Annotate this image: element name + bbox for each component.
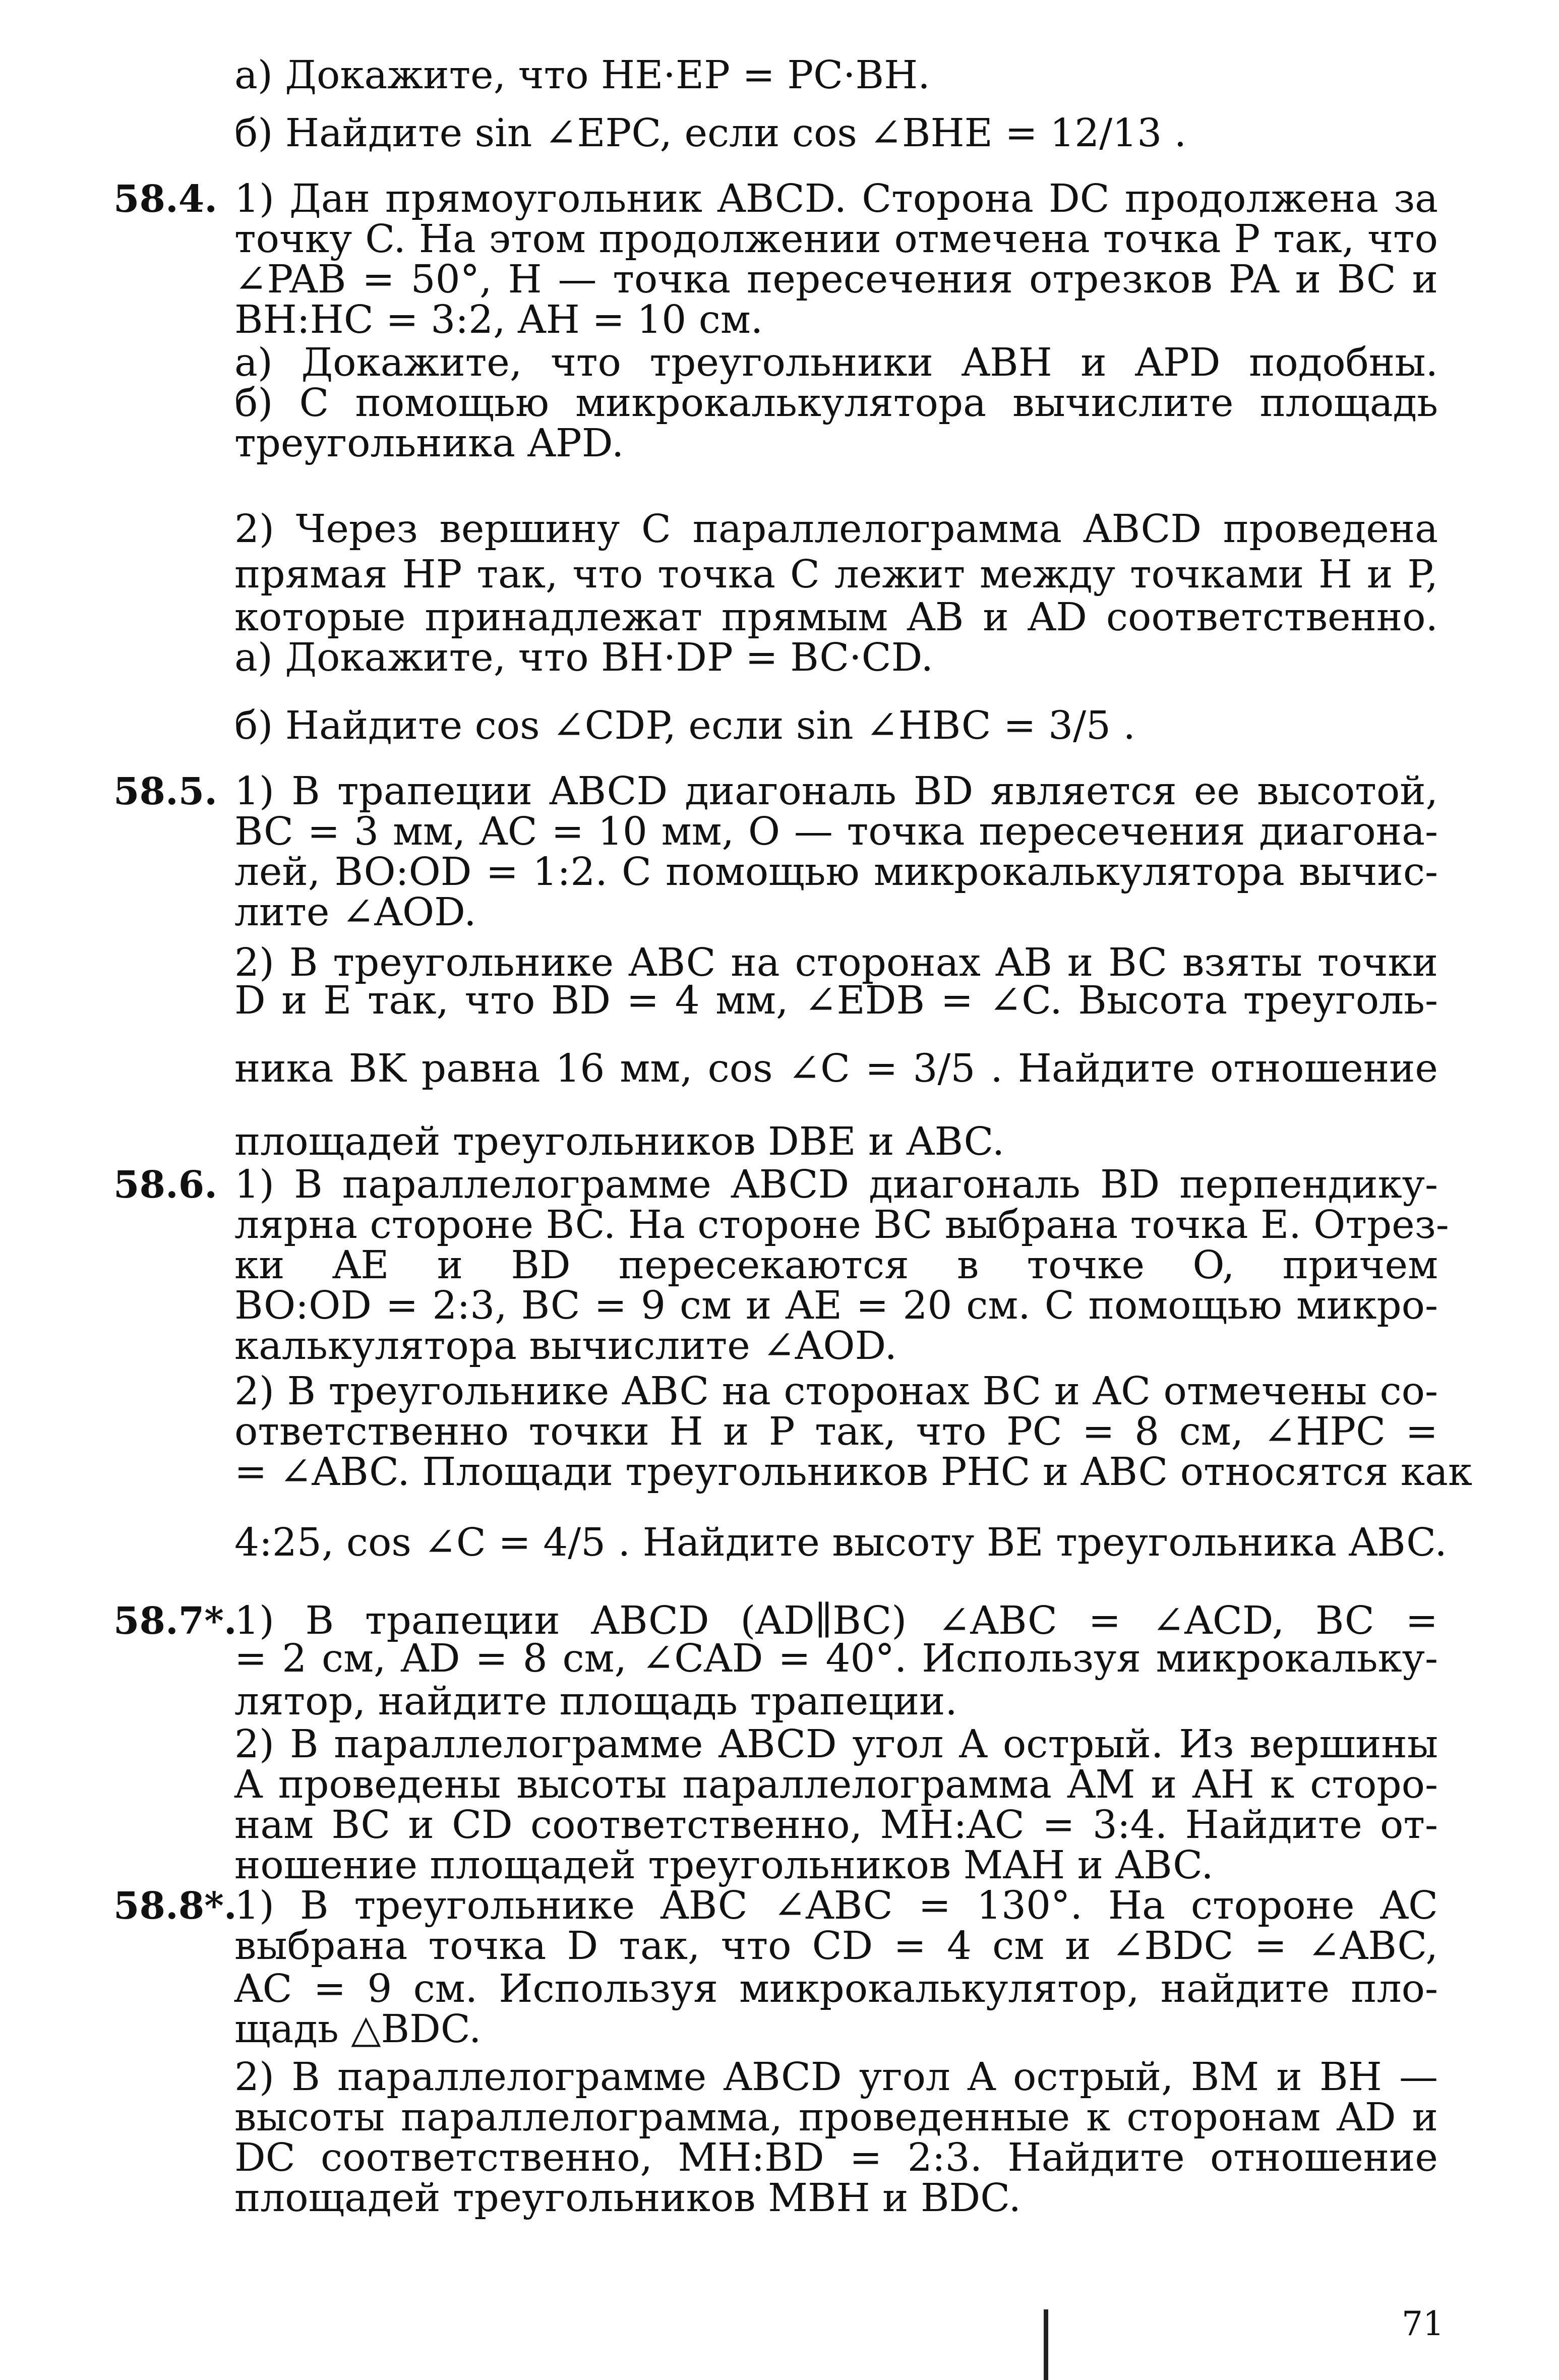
line-text: а) Докажите, что HE·EP = PC·BH.: [234, 53, 930, 98]
line-text: калькулятора вычислите ∠AOD.: [234, 1324, 897, 1368]
text-line: [0, 108, 1559, 159]
line-text: ника BK равна 16 мм, cos ∠C = 3/5 . Найдите отношение: [234, 1046, 1438, 1091]
line-text: б) Найдите cos ∠CDP, если sin ∠HBC = 3/5 .: [234, 703, 1135, 748]
line-text: 2) В параллелограмме ABCD угол A острый. Из вершины: [234, 1722, 1438, 1767]
text-line: [0, 419, 1559, 469]
line-text: площадей треугольников DBE и ABC.: [234, 1119, 1005, 1164]
scan-artifact: [1044, 2309, 1048, 2380]
line-text: щадь △BDC.: [234, 2007, 482, 2052]
line-text: D и E так, что BD = 4 мм, ∠EDB = ∠C. Высота треуголь-: [234, 978, 1438, 1023]
line-text: 4:25, cos ∠C = 4/5 . Найдите высоту BE треугольника ABC.: [234, 1520, 1447, 1565]
text-line: [0, 887, 1559, 938]
line-text: высоты параллелограмма, проведенные к сторонам AD и: [234, 2095, 1438, 2140]
line-text: выбрана точка D так, что CD = 4 см и ∠BDC = ∠ABC,: [234, 1924, 1438, 1969]
line-text: 2) В треугольнике ABC на сторонах AB и BC взяты точки: [234, 940, 1438, 985]
line-text: 1) В треугольнике ABC ∠ABC = 130°. На стороне AC: [234, 1883, 1438, 1928]
problem-number: 58.7*.: [113, 1599, 237, 1643]
line-text: 2) Через вершину C параллелограмма ABCD проведена: [234, 507, 1438, 552]
line-text: которые принадлежат прямым AB и AD соответственно.: [234, 595, 1438, 640]
line-text: лите ∠AOD.: [234, 890, 476, 935]
problem-number: 58.5.: [113, 770, 217, 813]
line-text: = 2 см, AD = 8 см, ∠CAD = 40°. Используя микрокальку-: [234, 1636, 1438, 1681]
line-text: 1) В трапеции ABCD (AD∥BC) ∠ABC = ∠ACD, BC =: [234, 1598, 1438, 1643]
line-text: = ∠ABC. Площади треугольников PHC и ABC относятся как: [234, 1450, 1473, 1495]
text-line: [0, 1518, 1559, 1568]
text-line: [0, 2004, 1559, 2055]
line-text: б) С помощью микрокалькулятора вычислите площадь: [234, 381, 1438, 426]
line-text: б) Найдите sin ∠EPC, если cos ∠BHE = 12/13 .: [234, 111, 1187, 156]
text-line: [0, 1044, 1559, 1094]
text-line: [0, 1447, 1559, 1498]
line-text: лей, BO:OD = 1:2. С помощью микрокалькулятора вычис-: [234, 850, 1438, 895]
problem-number: 58.8*.: [113, 1884, 237, 1928]
line-text: BO:OD = 2:3, BC = 9 см и AE = 20 см. С помощью микро-: [234, 1283, 1438, 1328]
line-text: треугольника APD.: [234, 421, 624, 466]
text-line: [0, 50, 1559, 101]
line-text: площадей треугольников MBH и BDC.: [234, 2176, 1021, 2221]
line-text: DC соответственно, MH:BD = 2:3. Найдите отношение: [234, 2135, 1438, 2180]
line-text: 1) В параллелограмме ABCD диагональ BD перпендику-: [234, 1162, 1438, 1207]
text-line: [0, 701, 1559, 751]
text-line: [0, 1321, 1559, 1372]
line-text: BC = 3 мм, AC = 10 мм, O — точка пересечения диагона-: [234, 809, 1438, 854]
problem-number: 58.6.: [113, 1163, 217, 1207]
problem-number: 58.4.: [113, 177, 217, 221]
line-text: 2) В параллелограмме ABCD угол A острый, BM и BH —: [234, 2055, 1438, 2100]
line-text: A проведены высоты параллелограмма AM и AH к сторо-: [234, 1762, 1438, 1807]
line-text: прямая HP так, что точка C лежит между точками H и P,: [234, 552, 1438, 597]
line-text: нам BC и CD соответственно, MH:AC = 3:4. Найдите от-: [234, 1803, 1438, 1848]
line-text: 2) В треугольнике ABC на сторонах BC и AC отмечены со-: [234, 1369, 1438, 1414]
text-line: [0, 976, 1559, 1026]
line-text: а) Докажите, что BH·DP = BC·CD.: [234, 635, 934, 680]
line-text: BH:HC = 3:2, AH = 10 см.: [234, 298, 763, 342]
line-text: ношение площадей треугольников MAH и ABC.: [234, 1843, 1214, 1888]
line-text: лярна стороне BC. На стороне BC выбрана точка E. Отрез-: [234, 1203, 1449, 1247]
text-line: [0, 2173, 1559, 2224]
page-number: 71: [1402, 2304, 1444, 2343]
line-text: ки AE и BD пересекаются в точке O, причем: [234, 1243, 1438, 1288]
text-line: [0, 504, 1559, 555]
line-text: 1) Дан прямоугольник ABCD. Сторона DC продолжена за: [234, 176, 1438, 221]
text-line: [0, 633, 1559, 683]
line-text: 1) В трапеции ABCD диагональ BD является ее высотой,: [234, 769, 1438, 814]
line-text: ответственно точки H и P так, что PC = 8 см, ∠HPC =: [234, 1409, 1438, 1454]
line-text: а) Докажите, что треугольники ABH и APD подобны.: [234, 340, 1438, 385]
line-text: ∠PAB = 50°, H — точка пересечения отрезков PA и BC и: [234, 257, 1438, 302]
line-text: лятор, найдите площадь трапеции.: [234, 1679, 957, 1724]
line-text: точку C. На этом продолжении отмечена точка P так, что: [234, 217, 1438, 262]
line-text: AC = 9 см. Используя микрокалькулятор, найдите пло-: [234, 1967, 1438, 2011]
